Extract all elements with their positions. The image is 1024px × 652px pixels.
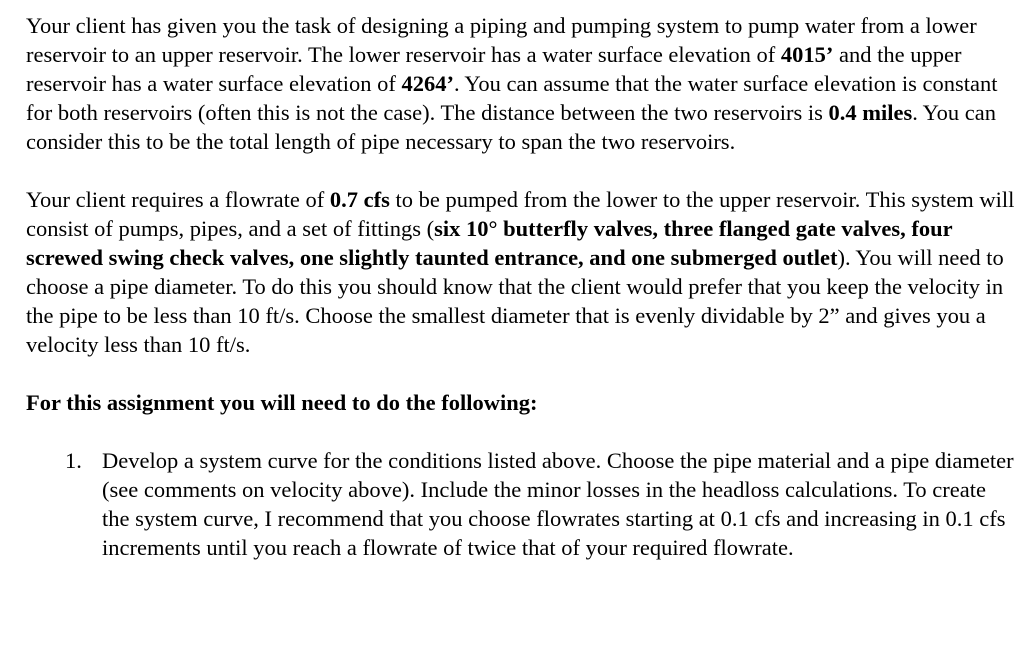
text-segment: ). You will need to choose a pipe diameter. To do this you should know that the client would prefer that you keep the velocity in the pipe to be less than 10 ft/s. Choose the smallest diameter that is evenly dividable by 2” and gives you a velocity less than 10 ft/s.: [26, 245, 1004, 357]
list-item-text: Develop a system curve for the conditions listed above. Choose the pipe material and a pipe diameter (see comments on velocity above). Include the minor losses in the headloss calculations. To create the system curve, I recommend that you choose flowrates starting at 0.1 cfs and increasing in 0.1 cfs increments until you reach a flowrate of twice that of your required flowrate.: [102, 448, 1014, 560]
list-item: [26, 446, 1016, 562]
paragraph-requirements: [26, 185, 1016, 359]
flowrate-value: 0.7 cfs: [329, 187, 390, 212]
paragraph-problem-statement: [26, 11, 1016, 156]
distance-value: 0.4 miles: [828, 100, 913, 125]
text-segment: Your client requires a flowrate of: [26, 187, 330, 212]
lower-elevation-value: 4015’: [780, 42, 834, 67]
list-item-number: 1.: [65, 448, 82, 473]
text-segment: . You can assume that the water surface elevation is constant for both reservoirs (often this is not the case). The distance between the two reservoirs is: [26, 71, 998, 125]
fittings-list: six 10° butterfly valves, three flanged gate valves, four screwed swing check valves, one slightly taunted entrance, and one submerged outlet: [26, 216, 953, 270]
text-segment: Your client has given you the task of designing a piping and pumping system to pump water from a lower reservoir to an upper reservoir. The lower reservoir has a water surface elevation of: [26, 13, 977, 67]
text-segment: . You can consider this to be the total length of pipe necessary to span the two reservoirs.: [26, 100, 996, 154]
text-segment: to be pumped from the lower to the upper reservoir. This system will consist of pumps, pipes, and a set of fittings (: [26, 187, 1015, 241]
upper-elevation-value: 4264’: [401, 71, 454, 96]
text-segment: and the upper reservoir has a water surface elevation of: [26, 42, 962, 96]
document-page: [26, 11, 1016, 562]
assignment-heading: For this assignment you will need to do the following:: [26, 390, 538, 415]
